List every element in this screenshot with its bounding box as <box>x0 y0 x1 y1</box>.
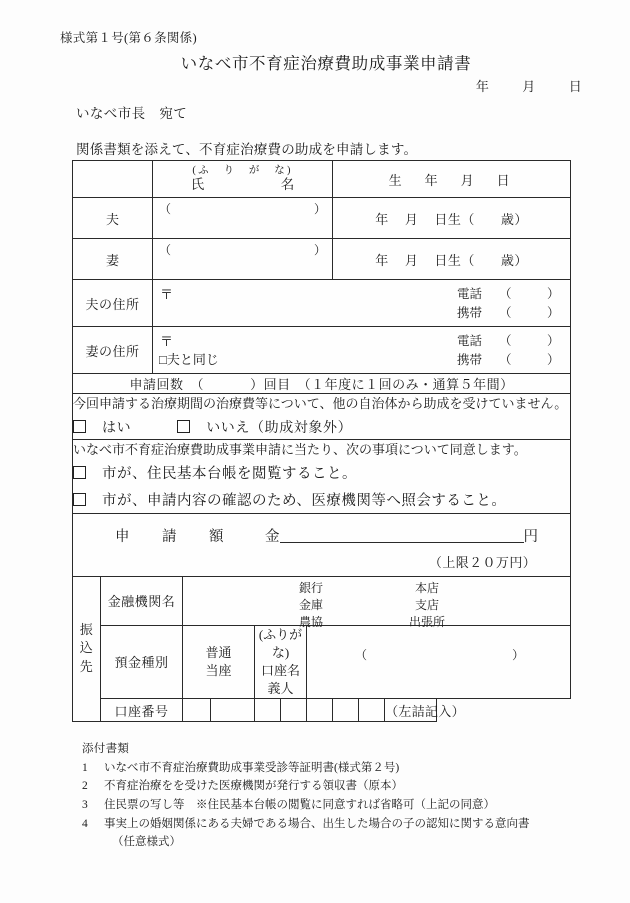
attachment-number: 1 <box>82 761 88 774</box>
wife-phone-block[interactable] <box>457 332 560 371</box>
attachments-section <box>82 740 530 852</box>
declaration-no-label: いいえ（助成対象外） <box>206 420 353 436</box>
amount-input[interactable] <box>265 525 538 546</box>
branch-type-options <box>401 580 453 632</box>
deposit-type-row <box>73 625 571 699</box>
attachment-number: 3 <box>82 798 88 811</box>
wife-tel-paren-close: ） <box>547 334 560 348</box>
wife-tel-paren-open: （ <box>499 334 512 348</box>
account-digit-5[interactable] <box>307 699 333 722</box>
name-header-label: 氏 名 <box>190 177 304 193</box>
husband-tel-paren-close: ） <box>547 287 560 301</box>
application-count-input[interactable] <box>73 374 571 394</box>
branch-type-2[interactable]: 支店 <box>414 597 439 612</box>
wife-mobile-paren-open: （ <box>499 353 512 368</box>
declaration-yes-label: はい <box>102 420 132 436</box>
account-holder-paren-open: （ <box>355 647 368 662</box>
amount-row <box>73 513 571 576</box>
declaration-options <box>73 418 570 439</box>
wife-name-input[interactable] <box>153 239 333 280</box>
husband-name-paren-open: （ <box>159 202 172 216</box>
attachment-text: 住民票の写し等 ※住民基本台帳の閲覧に同意すれば省略可（上記の同意） <box>104 798 495 811</box>
wife-birth-month: 月 <box>404 252 419 268</box>
declaration-yes-checkbox[interactable] <box>73 420 86 433</box>
application-count-row <box>73 374 571 394</box>
husband-name-row <box>73 198 571 239</box>
date-year-label: 年 <box>475 79 490 94</box>
bank-name-input[interactable] <box>183 576 571 630</box>
wife-address-input[interactable] <box>153 327 571 374</box>
husband-address-row <box>73 280 571 327</box>
date-day-label: 日 <box>568 79 582 94</box>
account-digit-4[interactable] <box>281 699 307 722</box>
husband-name-paren-close: ） <box>314 202 327 216</box>
husband-birth-day: 日生 <box>434 211 462 227</box>
bank-kind-3[interactable]: 農協 <box>298 615 323 630</box>
account-holder-paren-close: ） <box>512 647 525 662</box>
attachment-item <box>82 759 530 778</box>
account-digit-1[interactable] <box>183 699 211 722</box>
husband-label: 夫 <box>73 198 153 239</box>
table-header-row <box>73 161 571 198</box>
wife-address-label: 妻の住所 <box>73 327 153 374</box>
bank-name-row <box>73 576 571 625</box>
consent-2-checkbox[interactable] <box>73 493 86 506</box>
deposit-option-futsuu[interactable]: 普通 <box>205 644 232 660</box>
wife-tel-label: 電話 <box>457 334 483 348</box>
attachment-item <box>82 815 530 834</box>
wife-mobile-paren-close: ） <box>547 353 560 368</box>
branch-type-1[interactable]: 本店 <box>414 580 439 595</box>
wife-birth-day: 日生 <box>434 252 462 268</box>
attachment-text: 不育症治療をを受けた医療機関が発行する領収書（原本） <box>104 780 403 793</box>
consent-text: いなべ市不育症治療費助成事業申請に当たり、次の事項について同意します。 <box>73 441 527 457</box>
furigana-header-label: (ふ り が な) <box>192 165 293 176</box>
document-title: いなべ市不育症治療費助成事業申請書 <box>180 54 472 73</box>
branch-type-3[interactable]: 出張所 <box>408 615 445 630</box>
husband-age-open: （ <box>461 211 475 227</box>
husband-age-close: 歳） <box>500 211 528 227</box>
amount-write-line[interactable] <box>280 527 524 543</box>
amount-label: 申 請 額 <box>115 528 233 545</box>
account-digit-3[interactable] <box>255 699 281 722</box>
consent-row <box>73 439 571 513</box>
bank-kind-2[interactable]: 金庫 <box>298 597 323 612</box>
attachment-text: いなべ市不育症治療費助成事業受診等証明書(様式第２号) <box>104 761 400 774</box>
attachment-item <box>82 796 530 815</box>
wife-birth-input[interactable] <box>333 239 571 280</box>
postal-mark-icon: 〒 <box>160 287 174 302</box>
consent-item-2 <box>73 491 570 513</box>
deposit-type-label: 預金種別 <box>101 625 183 699</box>
account-number-note: （左詰記入） <box>385 699 437 722</box>
wife-name-row <box>73 239 571 280</box>
husband-birth-year: 年 <box>375 211 389 227</box>
same-as-husband-checkbox[interactable]: □夫と同じ <box>159 352 219 367</box>
bank-kind-options <box>291 580 331 632</box>
husband-mobile-paren-open: （ <box>499 306 512 321</box>
account-digit-6[interactable] <box>333 699 359 722</box>
declaration-cell <box>73 394 571 440</box>
attachment-number: 4 <box>82 817 88 830</box>
husband-mobile-label: 携帯 <box>457 306 483 321</box>
wife-address-row <box>73 327 571 374</box>
wife-label: 妻 <box>73 239 153 280</box>
wife-name-paren-close: ） <box>314 243 327 257</box>
wife-name-paren-open: （ <box>159 243 172 257</box>
account-holder-label: 口座名義人 <box>260 662 300 697</box>
amount-unit: 円 <box>523 528 538 545</box>
account-digit-7[interactable] <box>359 699 385 722</box>
account-holder-furigana-label: (ふりがな) <box>258 626 303 660</box>
husband-birth-month: 月 <box>404 211 419 227</box>
husband-address-input[interactable] <box>153 280 571 327</box>
birth-header-label: 生 年 月 日 <box>333 161 571 198</box>
declaration-text: 今回申請する治療期間の治療費等について、他の自治体から助成を受けていません。 <box>73 396 568 411</box>
husband-birth-input[interactable] <box>333 198 571 239</box>
account-number-row <box>73 699 571 722</box>
bank-kind-1[interactable]: 銀行 <box>298 580 323 595</box>
husband-name-input[interactable] <box>153 198 333 239</box>
amount-cell <box>73 513 571 576</box>
wife-age-close: 歳） <box>500 252 528 268</box>
attachment-item <box>82 777 530 796</box>
attachment-number: 2 <box>82 780 88 793</box>
husband-tel-label: 電話 <box>457 287 483 301</box>
consent-1-checkbox[interactable] <box>73 466 86 479</box>
account-digit-2[interactable] <box>211 699 255 722</box>
postal-mark-icon: 〒 <box>160 334 174 349</box>
husband-mobile-paren-close: ） <box>547 306 560 321</box>
form-code: 様式第１号(第６条関係) <box>60 31 197 45</box>
date-month-label: 月 <box>522 79 536 94</box>
husband-address-label: 夫の住所 <box>73 280 153 327</box>
attachments-title: 添付書類 <box>82 743 130 755</box>
account-holder-input[interactable] <box>307 625 571 699</box>
deposit-option-touza[interactable]: 当座 <box>205 662 232 678</box>
date-line <box>476 76 582 95</box>
declaration-no-checkbox[interactable] <box>177 420 190 433</box>
transfer-destination-label: 振 込 先 <box>73 576 101 722</box>
consent-item-1 <box>73 464 570 486</box>
addressee: いなべ市長 宛て <box>76 106 188 121</box>
attachment-text: 事実上の婚姻関係にある夫婦である場合、出生した場合の子の認知に関する意向書 <box>104 817 530 830</box>
amount-currency-prefix: 金 <box>265 528 280 545</box>
wife-age-open: （ <box>461 252 475 268</box>
application-count-suffix: ）回目 （１年度に１回のみ・通算５年間） <box>250 377 514 392</box>
declaration-row <box>73 394 571 440</box>
amount-limit-note: （上限２０万円） <box>428 554 537 570</box>
wife-birth-year: 年 <box>375 252 389 268</box>
application-count-prefix: 申請回数 （ <box>129 377 205 392</box>
wife-mobile-label: 携帯 <box>457 353 483 368</box>
consent-1-label: 市が、住民基本台帳を閲覧すること。 <box>102 466 357 482</box>
name-header-cell <box>153 161 333 198</box>
husband-phone-block[interactable] <box>457 285 560 324</box>
account-holder-label-cell <box>255 625 307 699</box>
deposit-type-options[interactable] <box>183 625 255 699</box>
bank-name-label: 金融機関名 <box>101 576 183 625</box>
consent-cell <box>73 439 571 513</box>
intro-statement: 関係書類を添えて、不育症治療費の助成を申請します。 <box>76 142 418 157</box>
husband-tel-paren-open: （ <box>499 287 512 301</box>
consent-2-label: 市が、申請内容の確認のため、医療機関等へ照会すること。 <box>102 492 507 509</box>
account-number-label: 口座番号 <box>101 699 183 722</box>
attachment-item-4-continuation: （任意様式） <box>112 836 181 849</box>
application-table <box>72 160 571 722</box>
header-blank-cell <box>73 161 153 198</box>
